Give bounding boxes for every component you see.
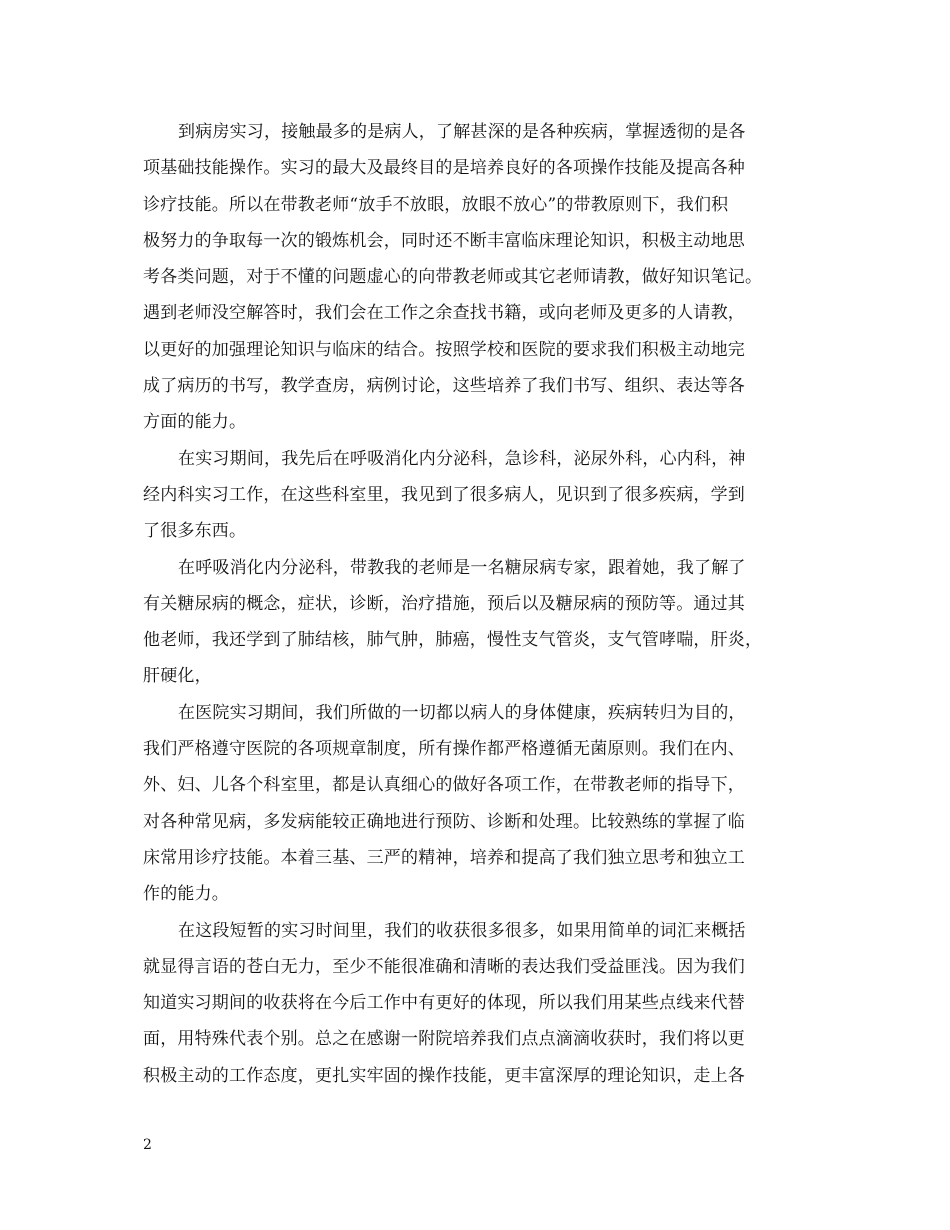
paragraph-2 — [143, 441, 811, 550]
text-line: 项基础技能操作。实习的最大及最终目的是培养良好的各项操作技能及提高各种 — [143, 158, 745, 179]
text-line: 作的能力。 — [143, 884, 229, 905]
text-line: 成了病历的书写，教学查房，病例讨论，这些培养了我们书写、组织、表达等各 — [143, 376, 745, 397]
text-line: 经内科实习工作，在这些科室里，我见到了很多病人，见识到了很多疾病，学到 — [143, 484, 745, 505]
text-line: 床常用诊疗技能。本着三基、三严的精神，培养和提高了我们独立思考和独立工 — [143, 847, 745, 868]
text-line: 有关糖尿病的概念，症状，诊断，治疗措施，预后以及糖尿病的预防等。通过其 — [143, 593, 745, 614]
text-line: 在实习期间，我先后在呼吸消化内分泌科，急诊科，泌尿外科，心内科，神 — [178, 448, 746, 469]
text-line: 诊疗技能。所以在带教老师“放手不放眼，放眼不放心”的带教原则下，我们积 — [143, 194, 729, 215]
text-line: 在医院实习期间，我们所做的一切都以病人的身体健康，疾病转归为目的， — [178, 702, 746, 723]
page-number: 2 — [143, 1137, 152, 1153]
paragraph-3 — [143, 550, 811, 695]
text-line: 积极主动的工作态度，更扎实牢固的操作技能，更丰富深厚的理论知识，走上各 — [143, 1065, 745, 1086]
text-line: 对各种常见病，多发病能较正确地进行预防、诊断和处理。比较熟练的掌握了临 — [143, 811, 745, 832]
text-line: 在这段短暂的实习时间里，我们的收获很多很多，如果用简单的词汇来概括 — [178, 920, 746, 941]
text-line: 以更好的加强理论知识与临床的结合。按照学校和医院的要求我们积极主动地完 — [143, 339, 745, 360]
document-body — [143, 114, 811, 1094]
text-line: 了很多东西。 — [143, 521, 247, 542]
text-line: 肝硬化， — [143, 666, 212, 687]
text-line: 知道实习期间的收获将在今后工作中有更好的体现，所以我们用某些点线来代替 — [143, 993, 745, 1014]
paragraph-5 — [143, 913, 811, 1094]
text-line: 到病房实习，接触最多的是病人，了解甚深的是各种疾病，掌握透彻的是各 — [178, 122, 746, 142]
text-line: 面，用特殊代表个别。总之在感谢一附院培养我们点点滴滴收获时，我们将以更 — [143, 1029, 745, 1050]
text-line: 遇到老师没空解答时，我们会在工作之余查找书籍，或向老师及更多的人请教， — [143, 303, 745, 324]
text-line: 外、妇、儿各个科室里，都是认真细心的做好各项工作，在带教老师的指导下， — [143, 775, 745, 796]
text-line: 极努力的争取每一次的锻炼机会，同时还不断丰富临床理论知识，积极主动地思 — [143, 230, 745, 251]
text-line: 考各类问题，对于不懂的问题虚心的向带教老师或其它老师请教，做好知识笔记。 — [143, 267, 763, 288]
text-line: 在呼吸消化内分泌科，带教我的老师是一名糖尿病专家，跟着她，我了解了 — [178, 557, 746, 578]
text-line: 就显得言语的苍白无力，至少不能很准确和清晰的表达我们受益匪浅。因为我们 — [143, 956, 745, 977]
text-line: 我们严格遵守医院的各项规章制度，所有操作都严格遵循无菌原则。我们在内、 — [143, 739, 745, 760]
paragraph-1 — [143, 114, 811, 441]
text-line: 方面的能力。 — [143, 412, 247, 433]
paragraph-4 — [143, 695, 811, 913]
text-line: 他老师，我还学到了肺结核，肺气肿，肺癌，慢性支气管炎，支气管哮喘，肝炎， — [143, 630, 763, 651]
